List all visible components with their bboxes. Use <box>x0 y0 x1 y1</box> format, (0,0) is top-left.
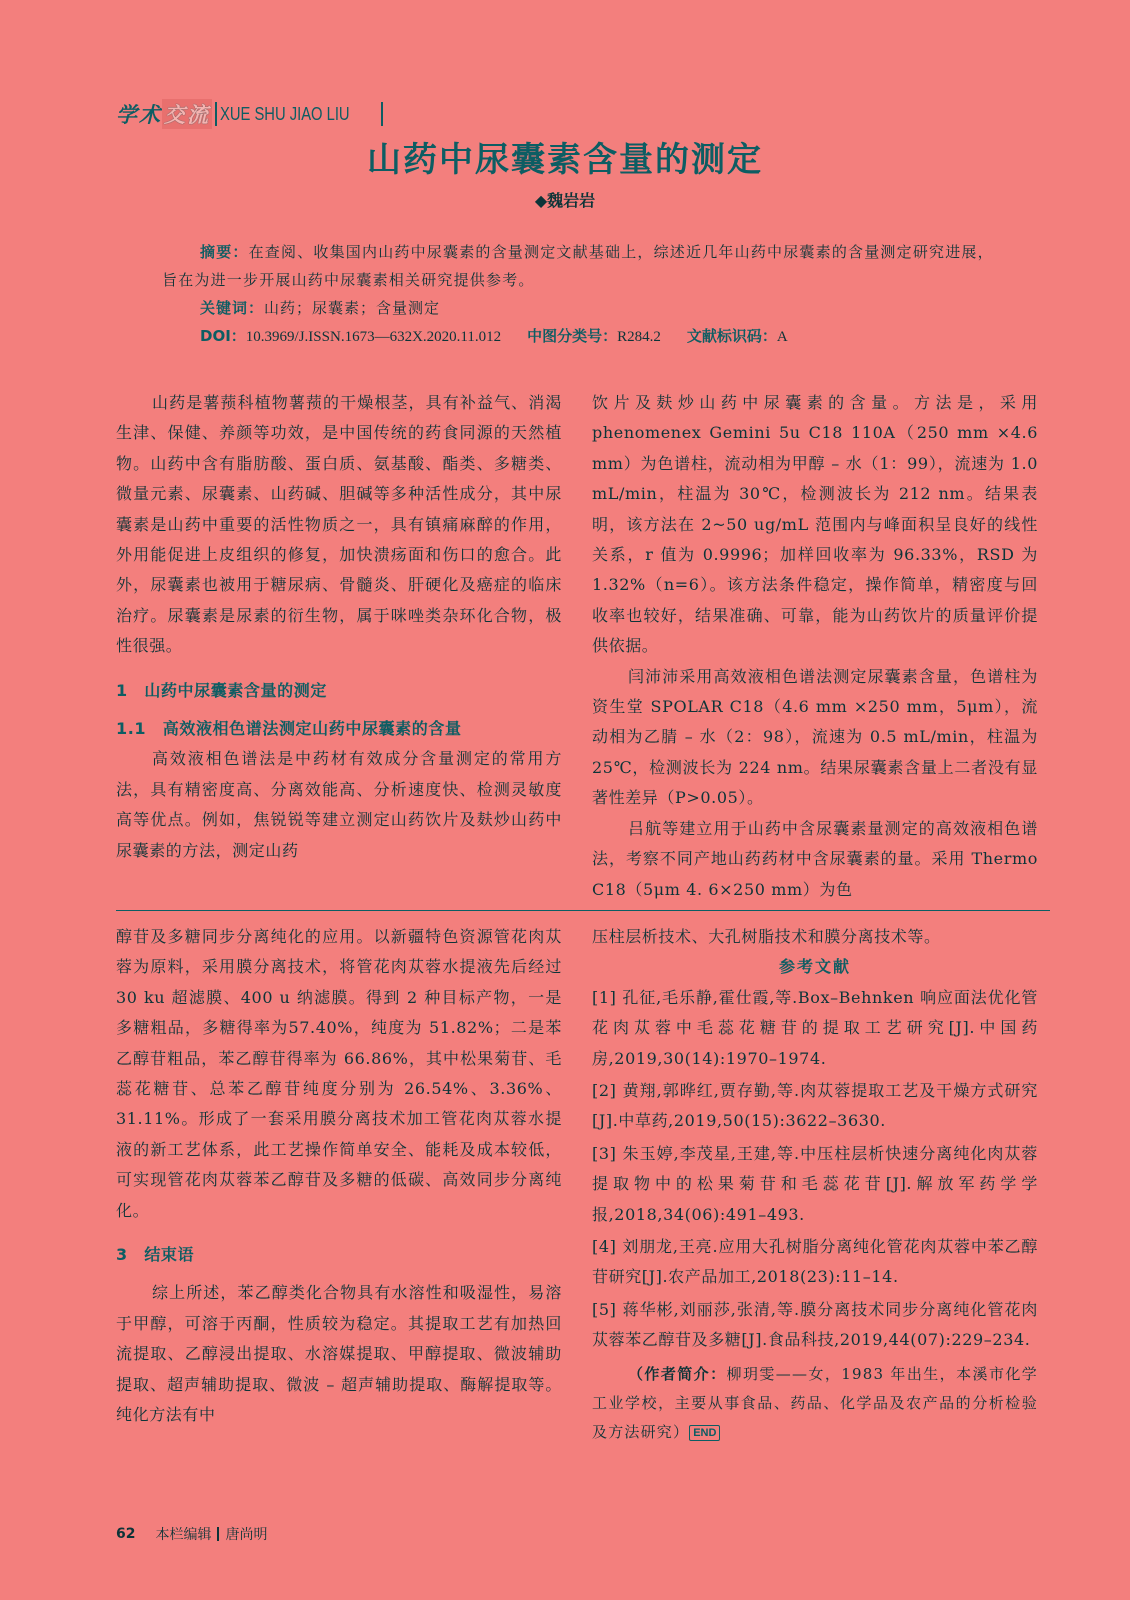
abstract <box>162 238 1002 294</box>
code-value: A <box>776 329 788 345</box>
author-bio-text: 柳玥雯——女，1983 年出生，本溪市化学工业学校，主要从事食品、药品、化学品及农产品的分析检验及方法研究） <box>592 1364 1038 1441</box>
paragraph: 醇苷及多糖同步分离纯化的应用。以新疆特色资源管花肉苁蓉为原料，采用膜分离技术，将管花肉苁蓉水提液先后经过 30 ku 超滤膜、400 u 纳滤膜。得到 2 种目标产物，一是多糖粗品，多糖得率为57.40%，纯度为 51.82%；二是苯乙醇苷粗品，苯乙醇苷得率为 66.86%，其中松果菊苷、毛蕊花糖苷、总苯乙醇苷纯度分别为 26.54%、3.36%、31.11%。形成了一套采用膜分离技术加工管花肉苁蓉水提液的新工艺体系，此工艺操作简单安全、能耗及成本较低，可实现管花肉苁蓉苯乙醇苷及多糖的低碳、高效同步分离纯化。 <box>116 927 562 1220</box>
keywords <box>162 294 1002 322</box>
keywords-label: 关键词： <box>200 299 265 317</box>
section-heading: 1 山药中尿囊素含量的测定 <box>116 680 327 700</box>
abstract-text: 在查阅、收集国内山药中尿囊素的含量测定文献基础上，综述近几年山药中尿囊素的含量测定研究进展，旨在为进一步开展山药中尿囊素相关研究提供参考。 <box>162 243 994 289</box>
paragraph: 综上所述，苯乙醇类化合物具有水溶性和吸湿性，易溶于甲醇，可溶于丙酮，性质较为稳定。其提取工艺有加热回流提取、乙醇浸出提取、水溶媒提取、甲醇提取、微波辅助提取、超声辅助提取、微波 – 超声辅助提取、酶解提取等。纯化方法有中 <box>116 1283 562 1425</box>
references-title: 参考文献 <box>778 957 851 977</box>
keywords-text: 山药；尿囊素；含量测定 <box>264 299 441 317</box>
column-name-cn-a: 学术 <box>116 102 162 127</box>
abstract-label: 摘要： <box>200 243 249 261</box>
column-name-pinyin: XUE SHU JIAO LIU <box>220 103 350 124</box>
author: ◆魏岩岩 <box>534 191 596 210</box>
end-mark: END <box>689 1425 720 1441</box>
author-bio <box>592 1360 1038 1447</box>
column-lower-left <box>116 922 562 1431</box>
doi-value: 10.3969/J.ISSN.1673—632X.2020.11.012 <box>245 329 502 345</box>
article-title: 山药中尿囊素含量的测定 <box>367 140 763 180</box>
abstract-block <box>162 238 1002 351</box>
paragraph: 高效液相色谱法是中药材有效成分含量测定的常用方法，具有精密度高、分离效能高、分析速度快、检测灵敏度高等优点。例如，焦锐锐等建立测定山药饮片及麸炒山药中尿囊素的方法，测定山药 <box>116 749 562 860</box>
paragraph: 山药是薯蓣科植物薯蓣的干燥根茎，具有补益气、消渴生津、保健、养颜等功效，是中国传统的药食同源的天然植物。山药中含有脂肪酸、蛋白质、氨基酸、酯类、多糖类、微量元素、尿囊素、山药碱、胆碱等多种活性成分，其中尿囊素是山药中重要的活性物质之一，具有镇痛麻醉的作用，外用能促进上皮组织的修复，加快溃疡面和伤口的愈合。此外，尿囊素也被用于糖尿病、骨髓炎、肝硬化及癌症的临床治疗。尿囊素是尿素的衍生物，属于咪唑类杂环化合物，极性很强。 <box>116 393 562 656</box>
editor-label: 本栏编辑 <box>155 1527 212 1543</box>
header-divider-end <box>381 102 383 126</box>
page-number: 62 <box>116 1526 136 1542</box>
column-upper-right <box>592 388 1038 905</box>
paragraph: 饮片及麸炒山药中尿囊素的含量。方法是，采用phenomenex Gemini 5u C18 110A（250 mm ×4.6 mm）为色谱柱，流动相为甲醇 – 水（1：99），流速为 1.0 mL/min，柱温为 30℃，检测波长为 212 nm。结果表明，该方法在 2~50 ug/mL 范围内与峰面积呈良好的线性关系，r 值为 0.9996；加样回收率为 96.33%，RSD 为 1.32%（n=6）。该方法条件稳定，操作简单，精密度与回收率也较好，结果准确、可靠，能为山药饮片的质量评价提供依据。 <box>592 393 1038 656</box>
editor-name: 唐尚明 <box>225 1527 268 1543</box>
section-heading: 3 结束语 <box>116 1245 195 1265</box>
doi-label: DOI： <box>200 327 246 345</box>
reference-item: [5] 蒋华彬,刘丽莎,张清,等.膜分离技术同步分离纯化管花肉苁蓉苯乙醇苷及多糖[J].食品科技,2019,44(07):229–234. <box>592 1299 1038 1350</box>
page-footer <box>116 1524 267 1544</box>
header-divider <box>215 102 217 126</box>
column-upper-left <box>116 388 562 866</box>
column-name-cn-b: 交流 <box>162 99 212 129</box>
author-bio-label: （作者简介： <box>628 1364 727 1383</box>
code-label: 文献标识码： <box>686 327 777 345</box>
paragraph: 闫沛沛采用高效液相色谱法测定尿囊素含量，色谱柱为资生堂 SPOLAR C18（4.6 mm ×250 mm，5μm），流动相为乙腈 – 水（2：98），流速为 0.5 mL/min，柱温为 25℃，检测波长为 224 nm。结果尿囊素含量上二者没有显著性差异（P>0.05）。 <box>592 666 1038 808</box>
paragraph: 吕航等建立用于山药中含尿囊素量测定的高效液相色谱法，考察不同产地山药药材中含尿囊素的量。采用 Thermo C18（5μm 4. 6×250 mm）为色 <box>592 818 1038 899</box>
reference-item: [2] 黄翔,郭晔红,贾存勤,等.肉苁蓉提取工艺及干燥方式研究[J].中草药,2019,50(15):3622–3630. <box>592 1081 1038 1131</box>
section-divider <box>116 910 1050 911</box>
column-header <box>116 100 386 128</box>
clc-label: 中图分类号： <box>527 327 618 345</box>
paragraph: 压柱层析技术、大孔树脂技术和膜分离技术等。 <box>592 927 941 946</box>
reference-item: [3] 朱玉婷,李茂星,王建,等.中压柱层析快速分离纯化肉苁蓉提取物中的松果菊苷和毛蕊花苷[J].解放军药学学报,2018,34(06):491–493. <box>592 1143 1038 1224</box>
doi-line <box>162 322 1002 351</box>
subsection-heading: 1.1 高效液相色谱法测定山药中尿囊素的含量 <box>116 719 462 739</box>
clc-value: R284.2 <box>617 329 661 345</box>
column-lower-right <box>592 922 1038 1447</box>
reference-item: [1] 孔征,毛乐静,霍仕霞,等.Box–Behnken 响应面法优化管花肉苁蓉中毛蕊花糖苷的提取工艺研究[J].中国药房,2019,30(14):1970–1974. <box>592 987 1038 1068</box>
footer-divider <box>217 1527 219 1541</box>
reference-item: [4] 刘朋龙,王亮.应用大孔树脂分离纯化管花肉苁蓉中苯乙醇苷研究[J].农产品加工,2018(23):11–14. <box>592 1237 1038 1287</box>
